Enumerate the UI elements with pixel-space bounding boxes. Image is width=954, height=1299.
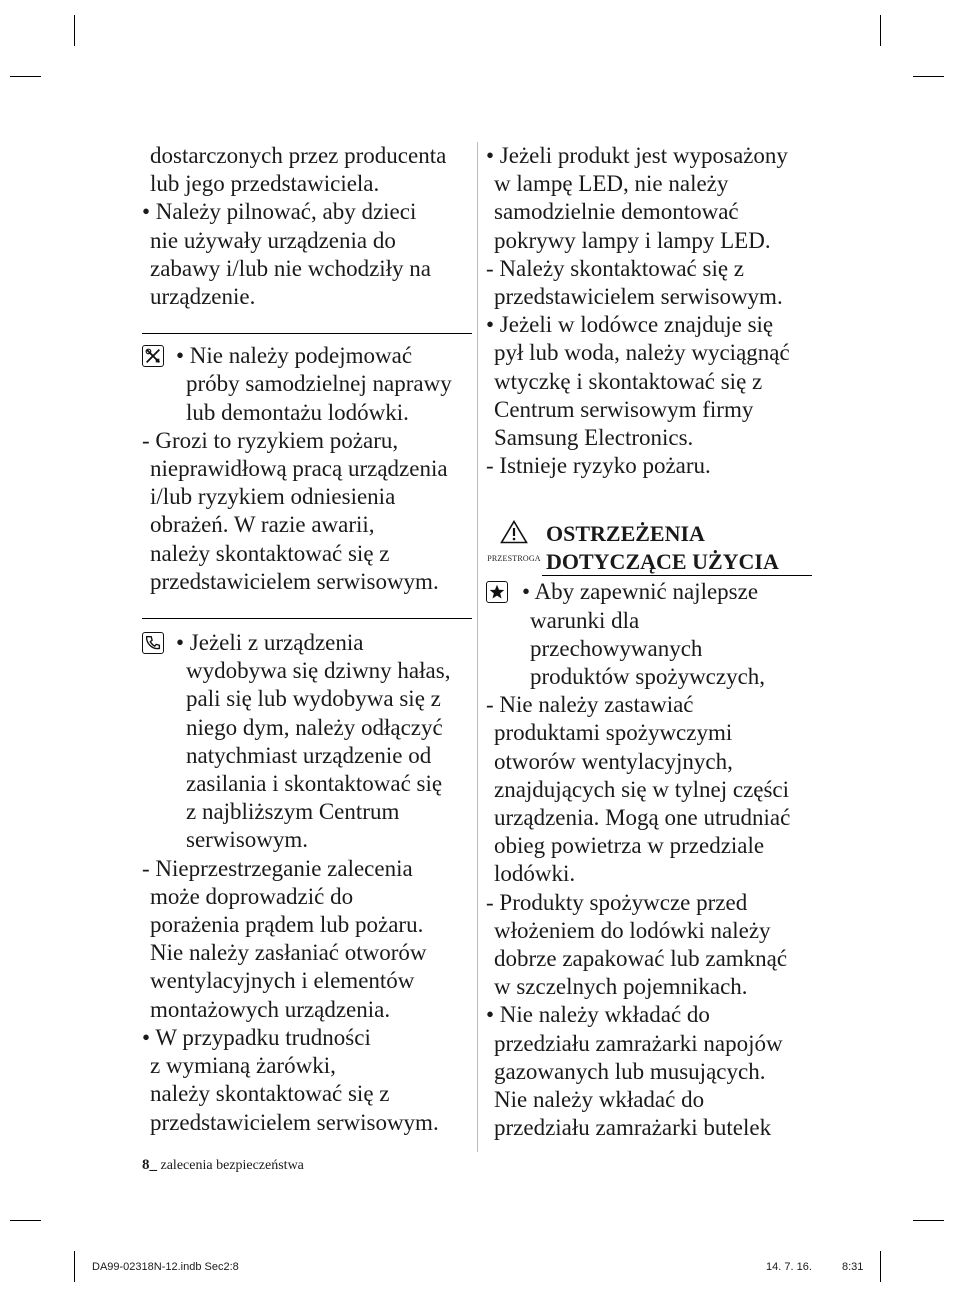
text-line: może doprowadzić do xyxy=(150,883,354,909)
text-line: pali się lub wydobywa się z xyxy=(186,686,441,712)
text-line: należy skontaktować się z xyxy=(150,1081,390,1107)
page-number: 8_ xyxy=(142,1157,157,1173)
star-block xyxy=(486,578,816,691)
section-title-line: DOTYCZĄCE UŻYCIA xyxy=(546,549,779,575)
crop-mark xyxy=(880,1251,881,1282)
crop-mark xyxy=(880,15,881,46)
text-line: przedstawicielem serwisowym. xyxy=(494,284,783,310)
print-file-info: DA99-02318N-12.indb Sec2:8 xyxy=(92,1261,239,1273)
text-line: Nie należy zasłaniać otworów xyxy=(150,940,427,966)
text-line: znajdujących się w tylnej części xyxy=(494,776,790,802)
text-line: warunki dla xyxy=(530,607,640,633)
text-line: Samsung Electronics. xyxy=(494,425,694,451)
text-line: • Jeżeli z urządzenia xyxy=(176,630,364,656)
text-line: • W przypadku trudności xyxy=(142,1024,371,1050)
text-line: - Grozi to ryzykiem pożaru, xyxy=(142,427,399,453)
text-line: porażenia prądem lub pożaru. xyxy=(150,912,424,938)
text-line: wentylacyjnych i elementów xyxy=(150,968,415,994)
text-line: lub demontażu lodówki. xyxy=(186,399,409,425)
text-line: i/lub ryzykiem odniesienia xyxy=(150,484,396,510)
text-line: - Nieprzestrzeganie zalecenia xyxy=(142,855,413,881)
text-line: lodówki. xyxy=(494,861,576,887)
warning-header xyxy=(486,520,816,575)
warning-triangle-icon xyxy=(500,520,528,544)
page-footer xyxy=(142,1157,304,1174)
text-line: przedstawicielem serwisowym. xyxy=(150,1109,439,1135)
text-line: otworów wentylacyjnych, xyxy=(494,748,733,774)
right-column xyxy=(486,142,816,1143)
text-line: pył lub woda, należy wyciągnąć xyxy=(494,340,790,366)
text-line: wtyczkę i skontaktować się z xyxy=(494,368,763,394)
section-title-line: OSTRZEŻENIA xyxy=(546,521,705,547)
text-line: • Nie należy podejmować xyxy=(176,343,413,369)
crop-mark xyxy=(913,76,944,77)
text-line: • Należy pilnować, aby dzieci xyxy=(142,199,417,225)
text-line: wydobywa się dziwny hałas, xyxy=(186,658,451,684)
text-line: produktami spożywczymi xyxy=(494,720,733,746)
text-line: włożeniem do lodówki należy xyxy=(494,917,771,943)
text-line: montażowych urządzenia. xyxy=(150,996,391,1022)
crop-mark xyxy=(74,15,75,46)
text-line: Centrum serwisowym firmy xyxy=(494,396,754,422)
text-line: • Jeżeli w lodówce znajduje się xyxy=(486,312,774,338)
text-line: obieg powietrza w przedziale xyxy=(494,833,765,859)
crop-mark xyxy=(913,1220,944,1221)
text-line: z najbliższym Centrum xyxy=(186,799,400,825)
text-line: pokrywy lampy i lampy LED. xyxy=(494,227,771,253)
text-line: w lampę LED, nie należy xyxy=(494,171,729,197)
section-title xyxy=(546,520,779,576)
text-line: przedziału zamrażarki butelek xyxy=(494,1115,772,1141)
warning-badge xyxy=(486,520,542,573)
text-line: urządzenie. xyxy=(150,284,256,310)
text-line: gazowanych lub musujących. xyxy=(494,1058,766,1084)
crop-mark xyxy=(10,76,41,77)
section-name: zalecenia bezpieczeństwa xyxy=(160,1158,304,1173)
text-line: z wymianą żarówki, xyxy=(150,1053,336,1079)
repair-block xyxy=(142,342,472,427)
contact-block xyxy=(142,629,472,855)
text-line: produktów spożywczych, xyxy=(530,664,766,690)
text-line: niego dym, należy odłączyć xyxy=(186,714,443,740)
text-line: - Należy skontaktować się z xyxy=(486,255,745,281)
print-time: 8:31 xyxy=(842,1261,864,1273)
text-line: - Produkty spożywcze przed xyxy=(486,889,748,915)
text-line: dostarczonych przez producenta xyxy=(150,143,447,168)
warning-caption: PRZESTROGA xyxy=(487,554,541,564)
text-line: lub jego przedstawiciela. xyxy=(150,171,380,197)
print-date: 14. 7. 16. xyxy=(766,1261,812,1273)
text-line: nie używały urządzenia do xyxy=(150,227,396,253)
column-divider xyxy=(477,142,478,1152)
contact-service-icon xyxy=(142,632,164,654)
text-line: w szczelnych pojemnikach. xyxy=(494,974,748,1000)
text-line: nieprawidłową pracą urządzenia xyxy=(150,456,448,482)
text-line: obrażeń. W razie awarii, xyxy=(150,512,375,538)
text-line: należy skontaktować się z xyxy=(150,540,390,566)
text-line: samodzielnie demontować xyxy=(494,199,739,225)
no-disassembly-icon xyxy=(142,345,164,367)
text-line: • Nie należy wkładać do xyxy=(486,1002,710,1028)
text-line: - Nie należy zastawiać xyxy=(486,692,694,718)
text-line: przedstawicielem serwisowym. xyxy=(150,568,439,594)
text-line: natychmiast urządzenie od xyxy=(186,742,432,768)
text-line: • Aby zapewnić najlepsze xyxy=(522,579,759,605)
text-line: zasilania i skontaktować się xyxy=(186,771,443,797)
text-line: serwisowym. xyxy=(186,827,309,853)
crop-mark xyxy=(74,1251,75,1282)
text-line: Nie należy wkładać do xyxy=(494,1087,705,1113)
text-line: przechowywanych xyxy=(530,635,703,661)
star-icon xyxy=(486,581,508,603)
left-column xyxy=(142,142,472,1137)
text-line: dobrze zapakować lub zamknąć xyxy=(494,946,788,972)
text-line: próby samodzielnej naprawy xyxy=(186,371,452,397)
text-line: przedziału zamrażarki napojów xyxy=(494,1030,783,1056)
crop-mark xyxy=(10,1220,41,1221)
text-line: urządzenia. Mogą one utrudniać xyxy=(494,805,791,831)
section-underline xyxy=(542,575,812,576)
text-line: • Jeżeli produkt jest wyposażony xyxy=(486,143,788,168)
text-line: - Istnieje ryzyko pożaru. xyxy=(486,453,711,479)
text-line: zabawy i/lub nie wchodziły na xyxy=(150,255,432,281)
